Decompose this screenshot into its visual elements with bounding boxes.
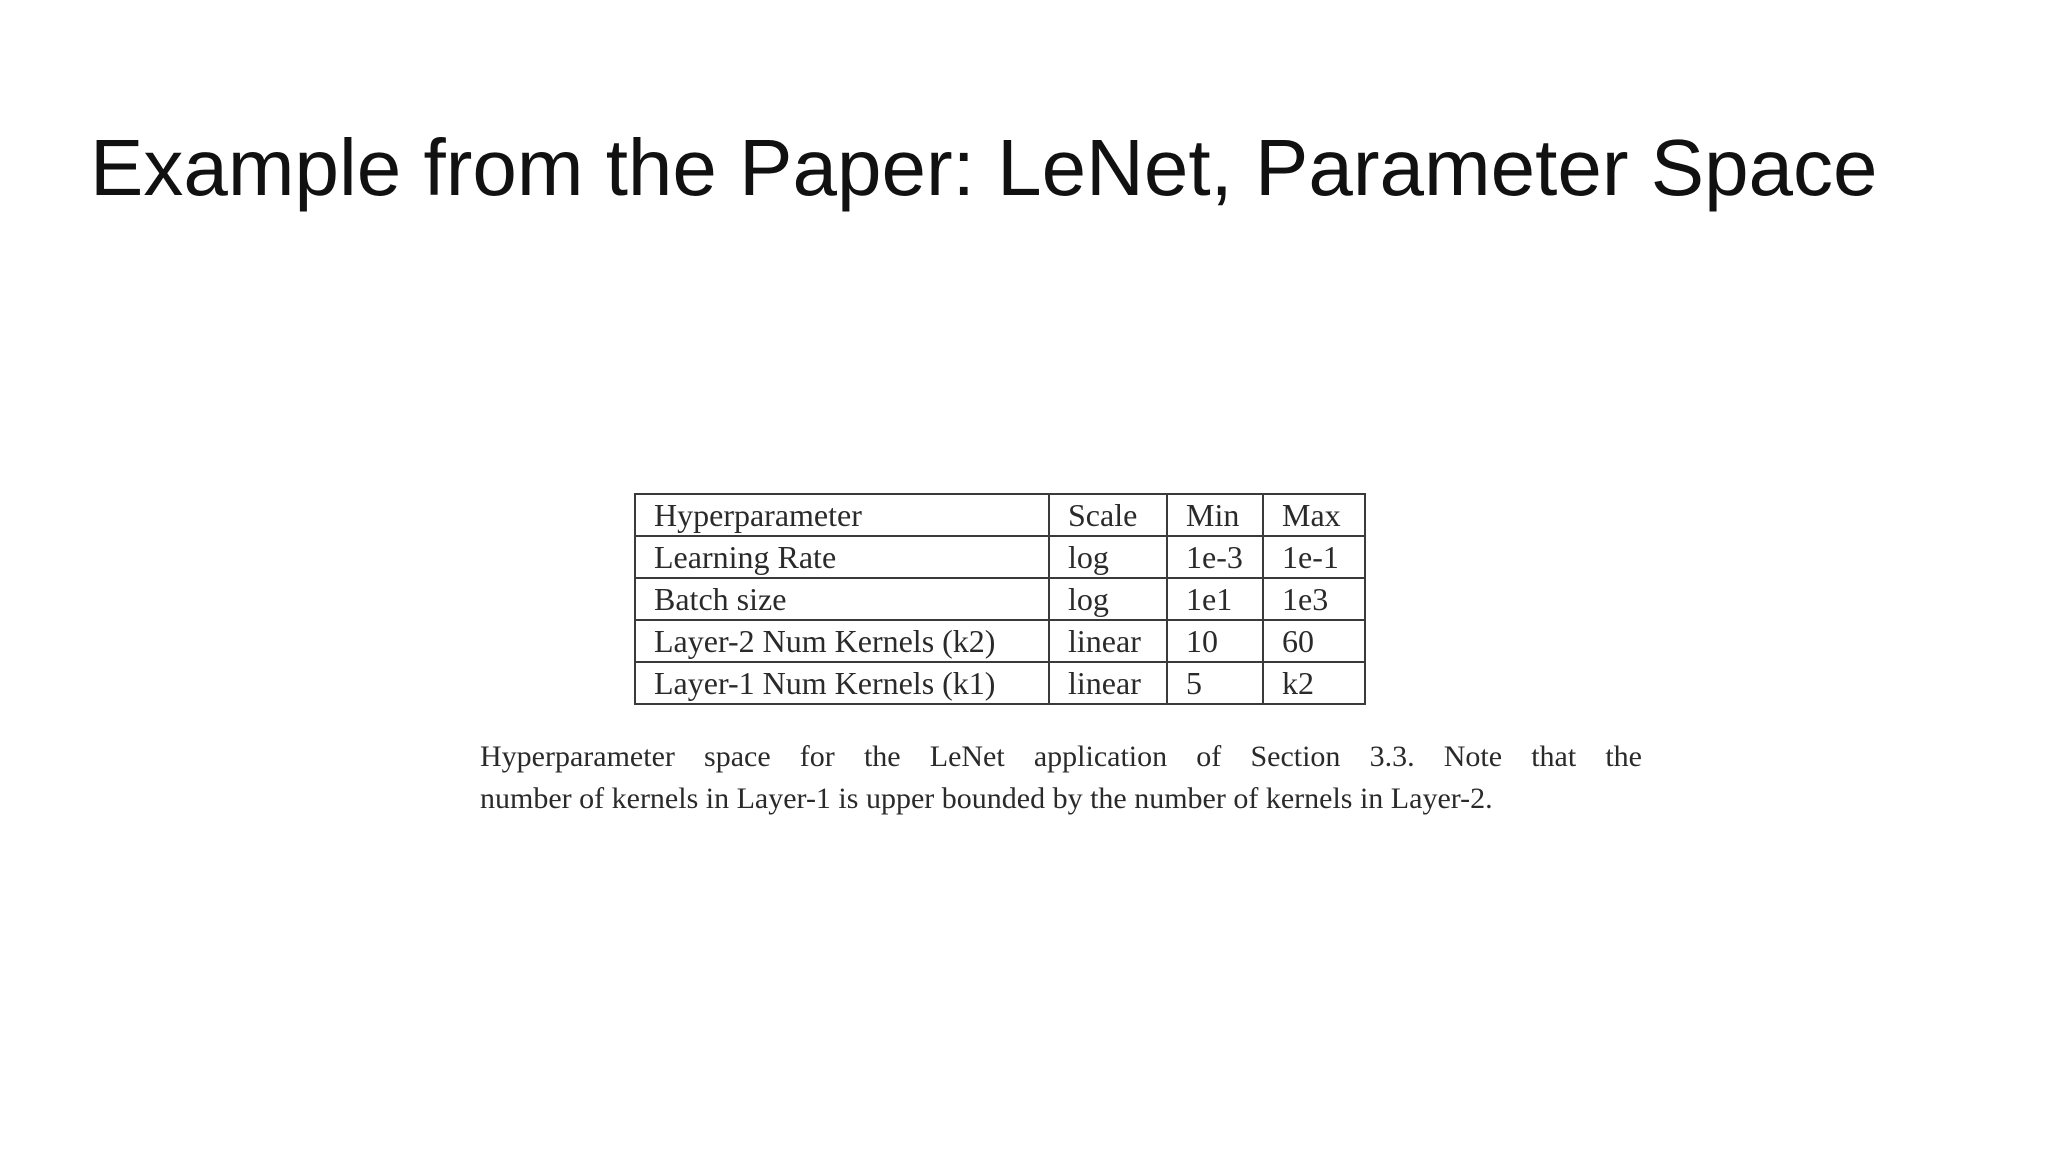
table-cell: Batch size — [635, 578, 1049, 620]
hyperparameter-table — [634, 493, 1366, 705]
table-row — [635, 578, 1365, 620]
caption-line-1: Hyperparameter space for the LeNet application of Section 3.3. Note that the — [480, 740, 1642, 773]
table-header-cell: Min — [1167, 494, 1263, 536]
caption-line-2: number of kernels in Layer-1 is upper bounded by the number of kernels in Layer-2. — [480, 782, 1493, 815]
table-cell: 1e1 — [1167, 578, 1263, 620]
table-row — [635, 536, 1365, 578]
table-cell: linear — [1049, 620, 1167, 662]
table-header-row — [635, 494, 1365, 536]
table-cell: Layer-2 Num Kernels (k2) — [635, 620, 1049, 662]
table-row — [635, 620, 1365, 662]
table-cell: Learning Rate — [635, 536, 1049, 578]
table-cell: linear — [1049, 662, 1167, 704]
table-header-cell: Scale — [1049, 494, 1167, 536]
table-cell: 10 — [1167, 620, 1263, 662]
table-cell: 5 — [1167, 662, 1263, 704]
slide-title: Example from the Paper: LeNet, Parameter Space — [90, 123, 1878, 212]
table-cell: k2 — [1263, 662, 1365, 704]
table-cell: log — [1049, 536, 1167, 578]
table-cell: 1e-3 — [1167, 536, 1263, 578]
table-cell: log — [1049, 578, 1167, 620]
table-cell: 1e3 — [1263, 578, 1365, 620]
table-cell: 60 — [1263, 620, 1365, 662]
table-header-cell: Hyperparameter — [635, 494, 1049, 536]
table-cell: 1e-1 — [1263, 536, 1365, 578]
table-header-cell: Max — [1263, 494, 1365, 536]
table-caption — [480, 736, 1660, 820]
table-row — [635, 662, 1365, 704]
table-cell: Layer-1 Num Kernels (k1) — [635, 662, 1049, 704]
